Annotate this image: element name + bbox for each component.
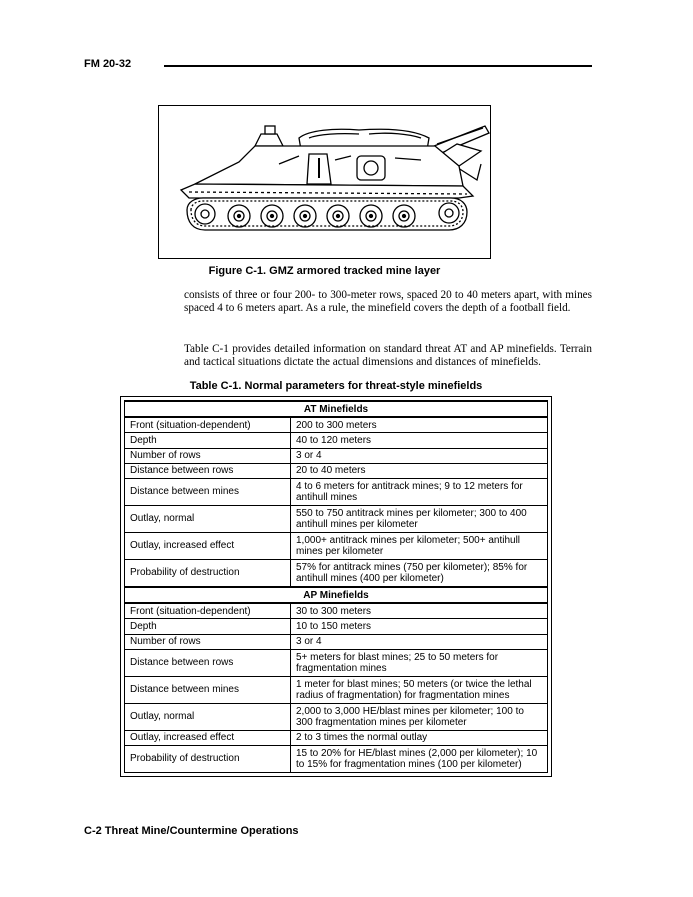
param-value: 30 to 300 meters	[291, 603, 548, 619]
header-rule	[164, 65, 592, 67]
table-row	[125, 505, 548, 532]
param-name: Front (situation-dependent)	[125, 417, 291, 433]
body-paragraph-1: consists of three or four 200- to 300-meter rows, spaced 20 to 40 meters apart, with mines spaced 4 to 6 meters apart. As a rule, the minefield covers the depth of a football field.	[184, 289, 592, 314]
table-section-header	[125, 587, 548, 603]
param-name: Distance between rows	[125, 463, 291, 478]
table-row	[125, 463, 548, 478]
param-value: 57% for antitrack mines (750 per kilometer); 85% for antihull mines (400 per kilometer)	[291, 559, 548, 587]
param-value: 2 to 3 times the normal outlay	[291, 730, 548, 745]
page-footer: C-2 Threat Mine/Countermine Operations	[84, 825, 299, 837]
param-name: Distance between mines	[125, 478, 291, 505]
table-row	[125, 448, 548, 463]
table-row	[125, 745, 548, 772]
param-value: 3 or 4	[291, 634, 548, 649]
param-name: Distance between rows	[125, 649, 291, 676]
param-name: Outlay, increased effect	[125, 730, 291, 745]
param-value: 2,000 to 3,000 HE/blast mines per kilometer; 100 to 300 fragmentation mines per kilometer	[291, 703, 548, 730]
param-value: 10 to 150 meters	[291, 619, 548, 634]
minefield-parameters-table	[124, 400, 548, 773]
param-name: Number of rows	[125, 634, 291, 649]
param-value: 4 to 6 meters for antitrack mines; 9 to 12 meters for antihull mines	[291, 478, 548, 505]
table-section-header	[125, 401, 548, 417]
figure-caption: Figure C-1. GMZ armored tracked mine layer	[208, 265, 441, 277]
param-value: 5+ meters for blast mines; 25 to 50 meters for fragmentation mines	[291, 649, 548, 676]
param-name: Probability of destruction	[125, 559, 291, 587]
table-row	[125, 619, 548, 634]
param-name: Depth	[125, 433, 291, 448]
table-row	[125, 478, 548, 505]
table-row	[125, 649, 548, 676]
body-paragraph-2: Table C-1 provides detailed information on standard threat AT and AP minefields. Terrain and tactical situations dictate the actual dimensions and distances of minefields.	[184, 343, 592, 368]
param-name: Front (situation-dependent)	[125, 603, 291, 619]
param-value: 550 to 750 antitrack mines per kilometer; 300 to 400 antihull mines per kilometer	[291, 505, 548, 532]
table-frame	[120, 396, 552, 777]
table-row	[125, 676, 548, 703]
param-name: Distance between mines	[125, 676, 291, 703]
param-value: 1 meter for blast mines; 50 meters (or twice the lethal radius of fragmentation) for fragmentation mines	[291, 676, 548, 703]
param-name: Depth	[125, 619, 291, 634]
table-row	[125, 703, 548, 730]
table-row	[125, 634, 548, 649]
page-header-doc-id: FM 20-32	[84, 58, 132, 70]
param-value: 3 or 4	[291, 448, 548, 463]
section-heading: AP Minefields	[125, 587, 548, 603]
param-value: 1,000+ antitrack mines per kilometer; 500+ antihull mines per kilometer	[291, 532, 548, 559]
figure-frame	[158, 105, 491, 259]
table-row	[125, 559, 548, 587]
param-name: Outlay, normal	[125, 703, 291, 730]
param-value: 20 to 40 meters	[291, 463, 548, 478]
table-row	[125, 730, 548, 745]
section-heading: AT Minefields	[125, 401, 548, 417]
param-name: Number of rows	[125, 448, 291, 463]
param-value: 40 to 120 meters	[291, 433, 548, 448]
param-value: 15 to 20% for HE/blast mines (2,000 per kilometer); 10 to 15% for fragmentation mines (100 per kilometer)	[291, 745, 548, 772]
table-row	[125, 417, 548, 433]
param-name: Outlay, increased effect	[125, 532, 291, 559]
param-name: Probability of destruction	[125, 745, 291, 772]
table-row	[125, 532, 548, 559]
param-name: Outlay, normal	[125, 505, 291, 532]
armored-mine-layer-illustration	[159, 106, 491, 259]
table-row	[125, 433, 548, 448]
table-title: Table C-1. Normal parameters for threat-style minefields	[189, 380, 483, 392]
table-row	[125, 603, 548, 619]
param-value: 200 to 300 meters	[291, 417, 548, 433]
